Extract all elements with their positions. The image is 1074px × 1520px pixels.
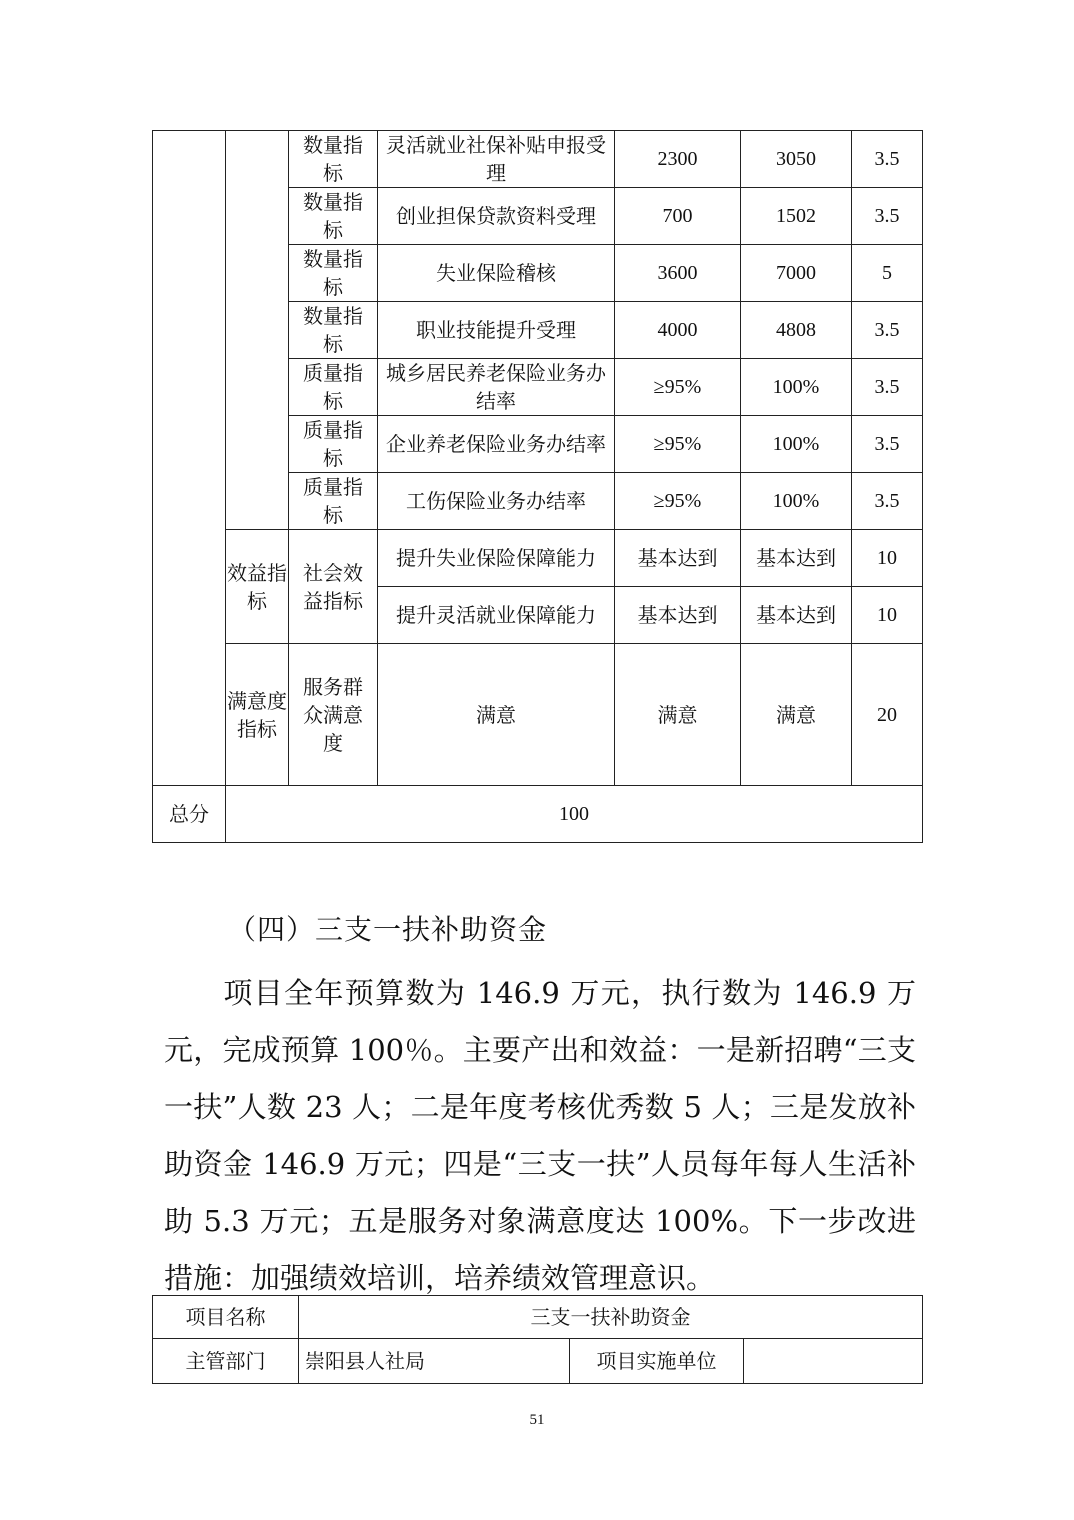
indicator-type: 质量指标 <box>289 416 378 473</box>
score-value: 3.5 <box>852 188 923 245</box>
actual-value: 1502 <box>741 188 852 245</box>
satisfaction-category: 满意度指标 <box>226 644 289 786</box>
performance-indicator-table <box>152 130 923 843</box>
score-value: 5 <box>852 245 923 302</box>
target-value: 基本达到 <box>615 530 741 587</box>
indicator-type: 数量指标 <box>289 302 378 359</box>
target-value: 4000 <box>615 302 741 359</box>
indicator-name: 提升灵活就业保障能力 <box>378 587 615 644</box>
indicator-name: 企业养老保险业务办结率 <box>378 416 615 473</box>
indicator-name: 工伤保险业务办结率 <box>378 473 615 530</box>
target-value: 2300 <box>615 131 741 188</box>
indicator-name: 创业担保贷款资料受理 <box>378 188 615 245</box>
target-value: 基本达到 <box>615 587 741 644</box>
indicator-type: 数量指标 <box>289 245 378 302</box>
project-name-value: 三支一扶补助资金 <box>299 1296 923 1339</box>
benefit-subcategory: 社会效益指标 <box>289 530 378 644</box>
table-row <box>153 644 923 786</box>
actual-value: 基本达到 <box>741 587 852 644</box>
impl-value <box>744 1339 923 1384</box>
section-paragraph <box>164 965 916 1307</box>
indicator-name: 提升失业保险保障能力 <box>378 530 615 587</box>
actual-value: 7000 <box>741 245 852 302</box>
score-value: 20 <box>852 644 923 786</box>
indicator-name: 城乡居民养老保险业务办结率 <box>378 359 615 416</box>
indicator-type: 质量指标 <box>289 359 378 416</box>
target-value: 3600 <box>615 245 741 302</box>
satisfaction-subcategory: 服务群众满意度 <box>289 644 378 786</box>
indicator-type: 质量指标 <box>289 473 378 530</box>
level1-cell <box>153 131 226 786</box>
dept-label: 主管部门 <box>153 1339 299 1384</box>
section-heading: （四）三支一扶补助资金 <box>228 913 548 946</box>
actual-value: 满意 <box>741 644 852 786</box>
benefit-category: 效益指标 <box>226 530 289 644</box>
total-label: 总分 <box>153 786 226 843</box>
target-value: ≥95% <box>615 473 741 530</box>
table-row <box>153 131 923 188</box>
score-value: 3.5 <box>852 416 923 473</box>
actual-value: 100% <box>741 359 852 416</box>
indicator-name: 职业技能提升受理 <box>378 302 615 359</box>
total-value: 100 <box>226 786 923 843</box>
project-name-label: 项目名称 <box>153 1296 299 1339</box>
level2-cell <box>226 131 289 530</box>
actual-value: 100% <box>741 416 852 473</box>
indicator-type: 数量指标 <box>289 131 378 188</box>
target-value: 700 <box>615 188 741 245</box>
page-number: 51 <box>529 1412 545 1428</box>
target-value: ≥95% <box>615 359 741 416</box>
score-value: 3.5 <box>852 302 923 359</box>
indicator-name: 灵活就业社保补贴申报受理 <box>378 131 615 188</box>
actual-value: 100% <box>741 473 852 530</box>
score-value: 10 <box>852 587 923 644</box>
total-row <box>153 786 923 843</box>
actual-value: 3050 <box>741 131 852 188</box>
table-row <box>153 530 923 587</box>
indicator-name: 满意 <box>378 644 615 786</box>
target-value: ≥95% <box>615 416 741 473</box>
score-value: 3.5 <box>852 473 923 530</box>
impl-label: 项目实施单位 <box>570 1339 744 1384</box>
score-value: 10 <box>852 530 923 587</box>
indicator-name: 失业保险稽核 <box>378 245 615 302</box>
project-info-table <box>152 1295 923 1384</box>
score-value: 3.5 <box>852 359 923 416</box>
actual-value: 4808 <box>741 302 852 359</box>
score-value: 3.5 <box>852 131 923 188</box>
actual-value: 基本达到 <box>741 530 852 587</box>
indicator-type: 数量指标 <box>289 188 378 245</box>
target-value: 满意 <box>615 644 741 786</box>
dept-value: 崇阳县人社局 <box>299 1339 570 1384</box>
paragraph-text: 项目全年预算数为 146.9 万元，执行数为 146.9 万元，完成预算 100％。主要产出和效益：一是新招聘“三支一扶”人数 23 人；二是年度考核优秀数 5 人；三是发放补助资金 146.9 万元；四是“三支一扶”人员每年每人生活补助 5.3 万元；五是服务对象满意度达 100%。下一步改进措施：加强绩效培训，培养绩效管理意识。 <box>164 976 916 1295</box>
